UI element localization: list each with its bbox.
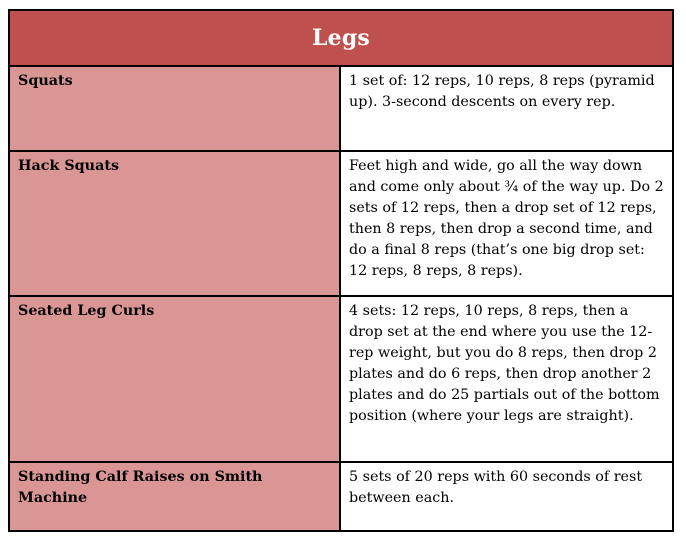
exercise-name-cell: Hack Squats — [10, 152, 339, 295]
exercise-details-cell: 1 set of: 12 reps, 10 reps, 8 reps (pyramid up). 3-second descents on every rep. — [341, 67, 672, 150]
table-row — [10, 67, 672, 150]
table-row — [10, 463, 672, 530]
exercise-details-cell: 5 sets of 20 reps with 60 seconds of rest between each. — [341, 463, 672, 530]
table-title: Legs — [311, 25, 371, 51]
exercise-name-cell: Squats — [10, 67, 339, 150]
exercise-details-cell: Feet high and wide, go all the way down and come only about ¾ of the way up. Do 2 sets of 12 reps, then a drop set of 12 reps, then 8 reps, then drop a second time, and do a final 8 reps (that’s one big drop set: 12 reps, 8 reps, 8 reps). — [341, 152, 672, 295]
exercise-name-cell: Standing Calf Raises on Smith Machine — [10, 463, 339, 530]
exercise-name-cell: Seated Leg Curls — [10, 297, 339, 461]
table-header — [10, 11, 672, 65]
table-row — [10, 152, 672, 295]
table-row — [10, 297, 672, 461]
exercise-details-cell: 4 sets: 12 reps, 10 reps, 8 reps, then a drop set at the end where you use the 12-rep weight, but you do 8 reps, then drop 2 plates and do 6 reps, then drop another 2 plates and do 25 partials out of the bottom position (where your legs are straight). — [341, 297, 672, 461]
workout-table — [8, 9, 674, 532]
